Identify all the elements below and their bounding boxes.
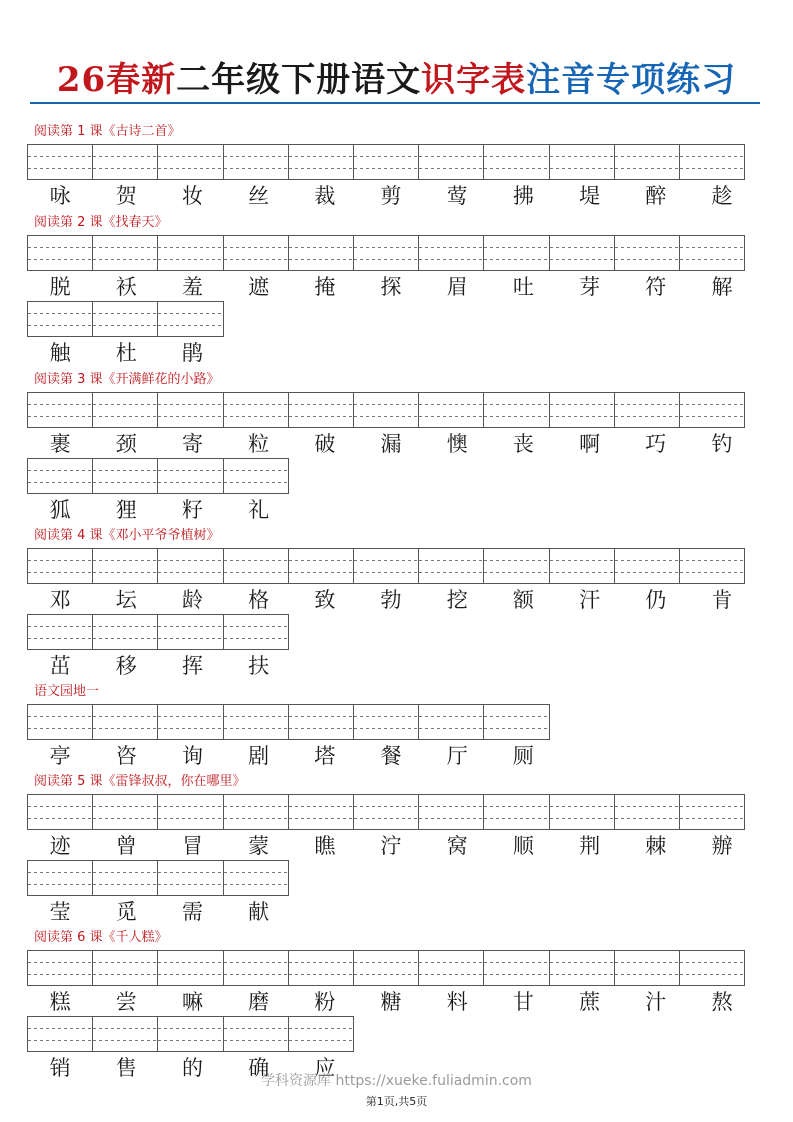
hanzi-character: 袄 — [115, 275, 137, 299]
character-row — [27, 585, 755, 615]
pinyin-writing-cell[interactable] — [27, 794, 93, 830]
character-row — [27, 338, 226, 368]
pinyin-writing-cell[interactable] — [353, 794, 419, 830]
page-footer: 第1页,共5页 — [365, 1095, 428, 1108]
pinyin-writing-cell[interactable] — [614, 235, 680, 271]
pinyin-writing-cell[interactable] — [679, 548, 745, 584]
pinyin-grid-row — [27, 950, 744, 986]
hanzi-character: 拂 — [512, 184, 534, 208]
pinyin-writing-cell[interactable] — [157, 860, 223, 896]
pinyin-writing-cell[interactable] — [353, 548, 419, 584]
hanzi-character: 剧 — [248, 744, 270, 768]
hanzi-character: 丧 — [512, 432, 534, 456]
pinyin-grid-row — [27, 548, 744, 584]
pinyin-writing-cell[interactable] — [549, 235, 615, 271]
hanzi-character: 剪 — [380, 184, 402, 208]
hanzi-character: 钓 — [711, 432, 733, 456]
hanzi-character: 售 — [115, 1056, 137, 1080]
hanzi-character: 咨 — [115, 744, 137, 768]
section-label: 阅读第 5 课《雷锋叔叔，你在哪里》 — [34, 774, 246, 789]
pinyin-writing-cell[interactable] — [157, 1016, 223, 1052]
pinyin-grid-row — [27, 794, 744, 830]
hanzi-character: 的 — [181, 1056, 203, 1080]
pinyin-writing-cell[interactable] — [353, 235, 419, 271]
pinyin-writing-cell[interactable] — [92, 458, 158, 494]
hanzi-character: 挥 — [181, 654, 203, 678]
pinyin-writing-cell[interactable] — [353, 950, 419, 986]
pinyin-writing-cell[interactable] — [157, 950, 223, 986]
pinyin-writing-cell[interactable] — [157, 235, 223, 271]
hanzi-character: 杜 — [115, 341, 137, 365]
pinyin-writing-cell[interactable] — [614, 794, 680, 830]
hanzi-character: 料 — [446, 990, 468, 1014]
hanzi-character: 颈 — [115, 432, 137, 456]
character-row — [27, 897, 292, 927]
hanzi-character: 羞 — [181, 275, 203, 299]
hanzi-character: 寄 — [181, 432, 203, 456]
pinyin-writing-cell[interactable] — [157, 392, 223, 428]
hanzi-character: 探 — [380, 275, 402, 299]
section-label: 阅读第 2 课《找春天》 — [34, 215, 168, 230]
hanzi-character: 荆 — [579, 834, 601, 858]
pinyin-writing-cell[interactable] — [92, 860, 158, 896]
pinyin-writing-cell[interactable] — [288, 235, 354, 271]
hanzi-character: 掩 — [314, 275, 336, 299]
pinyin-writing-cell[interactable] — [483, 950, 549, 986]
hanzi-character: 汁 — [645, 990, 667, 1014]
title-part-red: 26春新 — [56, 60, 177, 100]
hanzi-character: 顺 — [512, 834, 534, 858]
pinyin-writing-cell[interactable] — [157, 458, 223, 494]
hanzi-character: 棘 — [645, 834, 667, 858]
hanzi-character: 脱 — [49, 275, 71, 299]
hanzi-character: 巧 — [645, 432, 667, 456]
character-row — [27, 495, 292, 525]
hanzi-character: 触 — [49, 341, 71, 365]
hanzi-character: 莹 — [49, 900, 71, 924]
pinyin-writing-cell[interactable] — [92, 301, 158, 337]
pinyin-writing-cell[interactable] — [549, 794, 615, 830]
section-label: 阅读第 3 课《开满鲜花的小路》 — [34, 372, 220, 387]
hanzi-character: 销 — [49, 1056, 71, 1080]
hanzi-character: 亭 — [49, 744, 71, 768]
character-row — [27, 272, 755, 302]
pinyin-writing-cell[interactable] — [418, 950, 484, 986]
pinyin-writing-cell[interactable] — [288, 548, 354, 584]
pinyin-writing-cell[interactable] — [288, 704, 354, 740]
pinyin-writing-cell[interactable] — [92, 235, 158, 271]
hanzi-character: 糕 — [49, 990, 71, 1014]
hanzi-character: 醉 — [645, 184, 667, 208]
hanzi-character: 需 — [181, 900, 203, 924]
hanzi-character: 移 — [115, 654, 137, 678]
pinyin-writing-cell[interactable] — [679, 392, 745, 428]
pinyin-writing-cell[interactable] — [223, 614, 289, 650]
pinyin-writing-cell[interactable] — [288, 392, 354, 428]
pinyin-writing-cell[interactable] — [27, 950, 93, 986]
pinyin-writing-cell[interactable] — [27, 235, 93, 271]
hanzi-character: 餐 — [380, 744, 402, 768]
hanzi-character: 献 — [248, 900, 270, 924]
hanzi-character: 趁 — [711, 184, 733, 208]
hanzi-character: 询 — [181, 744, 203, 768]
pinyin-writing-cell[interactable] — [27, 458, 93, 494]
pinyin-writing-cell[interactable] — [27, 301, 93, 337]
hanzi-character: 眉 — [446, 275, 468, 299]
pinyin-writing-cell[interactable] — [157, 548, 223, 584]
pinyin-writing-cell[interactable] — [27, 392, 93, 428]
pinyin-writing-cell[interactable] — [483, 794, 549, 830]
pinyin-writing-cell[interactable] — [418, 794, 484, 830]
hanzi-character: 符 — [645, 275, 667, 299]
hanzi-character: 裁 — [314, 184, 336, 208]
hanzi-character: 应 — [314, 1056, 336, 1080]
pinyin-writing-cell[interactable] — [157, 614, 223, 650]
pinyin-writing-cell[interactable] — [353, 392, 419, 428]
hanzi-character: 遮 — [248, 275, 270, 299]
section-label: 阅读第 6 课《千人糕》 — [34, 930, 168, 945]
hanzi-character: 挖 — [446, 588, 468, 612]
pinyin-writing-cell[interactable] — [223, 860, 289, 896]
hanzi-character: 额 — [512, 588, 534, 612]
pinyin-writing-cell[interactable] — [483, 235, 549, 271]
character-row — [27, 987, 755, 1017]
pinyin-writing-cell[interactable] — [483, 548, 549, 584]
hanzi-character: 勃 — [380, 588, 402, 612]
hanzi-character: 吐 — [512, 275, 534, 299]
pinyin-writing-cell[interactable] — [418, 548, 484, 584]
pinyin-writing-cell[interactable] — [288, 950, 354, 986]
hanzi-character: 磨 — [248, 990, 270, 1014]
hanzi-character: 啊 — [579, 432, 601, 456]
hanzi-character: 嘛 — [181, 990, 203, 1014]
pinyin-writing-cell[interactable] — [223, 235, 289, 271]
hanzi-character: 狸 — [115, 498, 137, 522]
hanzi-character: 塔 — [314, 744, 336, 768]
hanzi-character: 破 — [314, 432, 336, 456]
pinyin-writing-cell[interactable] — [483, 392, 549, 428]
pinyin-writing-cell[interactable] — [288, 1016, 354, 1052]
pinyin-grid-row — [27, 235, 744, 271]
hanzi-character: 辦 — [711, 834, 733, 858]
hanzi-character: 冒 — [181, 834, 203, 858]
hanzi-character: 茁 — [49, 654, 71, 678]
pinyin-writing-cell[interactable] — [549, 144, 615, 180]
pinyin-writing-cell[interactable] — [223, 548, 289, 584]
pinyin-grid-row — [27, 301, 223, 337]
pinyin-writing-cell[interactable] — [549, 392, 615, 428]
hanzi-character: 尝 — [115, 990, 137, 1014]
pinyin-writing-cell[interactable] — [92, 950, 158, 986]
hanzi-character: 厅 — [446, 744, 468, 768]
pinyin-writing-cell[interactable] — [92, 794, 158, 830]
pinyin-writing-cell[interactable] — [679, 144, 745, 180]
hanzi-character: 芽 — [579, 275, 601, 299]
hanzi-character: 确 — [248, 1056, 270, 1080]
pinyin-grid-row — [27, 614, 288, 650]
hanzi-character: 窝 — [446, 834, 468, 858]
hanzi-character: 泞 — [380, 834, 402, 858]
pinyin-grid-row — [27, 144, 744, 180]
pinyin-writing-cell[interactable] — [223, 704, 289, 740]
pinyin-grid-row — [27, 458, 288, 494]
hanzi-character: 狐 — [49, 498, 71, 522]
section-label: 语文园地一 — [34, 684, 100, 699]
pinyin-writing-cell[interactable] — [223, 458, 289, 494]
title-part-black: 二年级下册语文 — [176, 60, 422, 100]
pinyin-writing-cell[interactable] — [223, 950, 289, 986]
pinyin-writing-cell[interactable] — [27, 860, 93, 896]
pinyin-writing-cell[interactable] — [92, 704, 158, 740]
pinyin-writing-cell[interactable] — [27, 144, 93, 180]
character-row — [27, 741, 557, 771]
pinyin-writing-cell[interactable] — [92, 392, 158, 428]
pinyin-writing-cell[interactable] — [418, 235, 484, 271]
hanzi-character: 格 — [248, 588, 270, 612]
pinyin-writing-cell[interactable] — [549, 548, 615, 584]
pinyin-writing-cell[interactable] — [92, 614, 158, 650]
hanzi-character: 丝 — [248, 184, 270, 208]
pinyin-writing-cell[interactable] — [614, 392, 680, 428]
pinyin-writing-cell[interactable] — [418, 144, 484, 180]
page-title — [0, 58, 793, 102]
title-part-red-2: 识字表 — [421, 60, 527, 100]
character-row — [27, 651, 292, 681]
pinyin-writing-cell[interactable] — [353, 704, 419, 740]
pinyin-writing-cell[interactable] — [92, 548, 158, 584]
pinyin-writing-cell[interactable] — [223, 794, 289, 830]
pinyin-writing-cell[interactable] — [679, 794, 745, 830]
hanzi-character: 解 — [711, 275, 733, 299]
pinyin-grid-row — [27, 392, 744, 428]
hanzi-character: 邓 — [49, 588, 71, 612]
hanzi-character: 粒 — [248, 432, 270, 456]
hanzi-character: 裹 — [49, 432, 71, 456]
pinyin-writing-cell[interactable] — [223, 144, 289, 180]
pinyin-writing-cell[interactable] — [483, 704, 549, 740]
pinyin-writing-cell[interactable] — [223, 1016, 289, 1052]
hanzi-character: 贺 — [115, 184, 137, 208]
pinyin-writing-cell[interactable] — [157, 144, 223, 180]
pinyin-writing-cell[interactable] — [27, 704, 93, 740]
hanzi-character: 妆 — [181, 184, 203, 208]
character-row — [27, 429, 755, 459]
title-underline — [30, 102, 760, 104]
pinyin-writing-cell[interactable] — [157, 704, 223, 740]
hanzi-character: 甘 — [512, 990, 534, 1014]
hanzi-character: 莺 — [446, 184, 468, 208]
pinyin-writing-cell[interactable] — [27, 1016, 93, 1052]
hanzi-character: 蒙 — [248, 834, 270, 858]
hanzi-character: 迹 — [49, 834, 71, 858]
hanzi-character: 厕 — [512, 744, 534, 768]
pinyin-writing-cell[interactable] — [549, 950, 615, 986]
hanzi-character: 漏 — [380, 432, 402, 456]
pinyin-writing-cell[interactable] — [614, 548, 680, 584]
pinyin-writing-cell[interactable] — [483, 144, 549, 180]
hanzi-character: 鹃 — [181, 341, 203, 365]
watermark: 学科资源库 https://xueke.fuliadmin.com — [261, 1073, 532, 1089]
character-row — [27, 181, 755, 211]
pinyin-writing-cell[interactable] — [614, 950, 680, 986]
hanzi-character: 懊 — [446, 432, 468, 456]
title-part-blue: 注音专项练习 — [526, 60, 737, 100]
pinyin-writing-cell[interactable] — [679, 235, 745, 271]
pinyin-writing-cell[interactable] — [27, 548, 93, 584]
pinyin-writing-cell[interactable] — [92, 1016, 158, 1052]
hanzi-character: 曾 — [115, 834, 137, 858]
hanzi-character: 瞧 — [314, 834, 336, 858]
pinyin-writing-cell[interactable] — [288, 144, 354, 180]
pinyin-grid-row — [27, 704, 549, 740]
pinyin-grid-row — [27, 860, 288, 896]
hanzi-character: 蔗 — [579, 990, 601, 1014]
pinyin-writing-cell[interactable] — [353, 144, 419, 180]
hanzi-character: 堤 — [579, 184, 601, 208]
hanzi-character: 汗 — [579, 588, 601, 612]
character-row — [27, 831, 755, 861]
pinyin-writing-cell[interactable] — [288, 794, 354, 830]
pinyin-writing-cell[interactable] — [418, 392, 484, 428]
pinyin-writing-cell[interactable] — [418, 704, 484, 740]
hanzi-character: 觅 — [115, 900, 137, 924]
pinyin-writing-cell[interactable] — [679, 950, 745, 986]
hanzi-character: 致 — [314, 588, 336, 612]
section-label: 阅读第 4 课《邓小平爷爷植树》 — [34, 528, 220, 543]
pinyin-writing-cell[interactable] — [614, 144, 680, 180]
pinyin-grid-row — [27, 1016, 353, 1052]
hanzi-character: 仍 — [645, 588, 667, 612]
hanzi-character: 糖 — [380, 990, 402, 1014]
pinyin-writing-cell[interactable] — [157, 794, 223, 830]
hanzi-character: 咏 — [49, 184, 71, 208]
pinyin-writing-cell[interactable] — [27, 614, 93, 650]
hanzi-character: 扶 — [248, 654, 270, 678]
hanzi-character: 粉 — [314, 990, 336, 1014]
pinyin-writing-cell[interactable] — [92, 144, 158, 180]
hanzi-character: 肯 — [711, 588, 733, 612]
pinyin-writing-cell[interactable] — [223, 392, 289, 428]
pinyin-writing-cell[interactable] — [157, 301, 223, 337]
hanzi-character: 龄 — [181, 588, 203, 612]
hanzi-character: 坛 — [115, 588, 137, 612]
hanzi-character: 礼 — [248, 498, 270, 522]
hanzi-character: 籽 — [181, 498, 203, 522]
hanzi-character: 熬 — [711, 990, 733, 1014]
section-label: 阅读第 1 课《古诗二首》 — [34, 124, 181, 139]
